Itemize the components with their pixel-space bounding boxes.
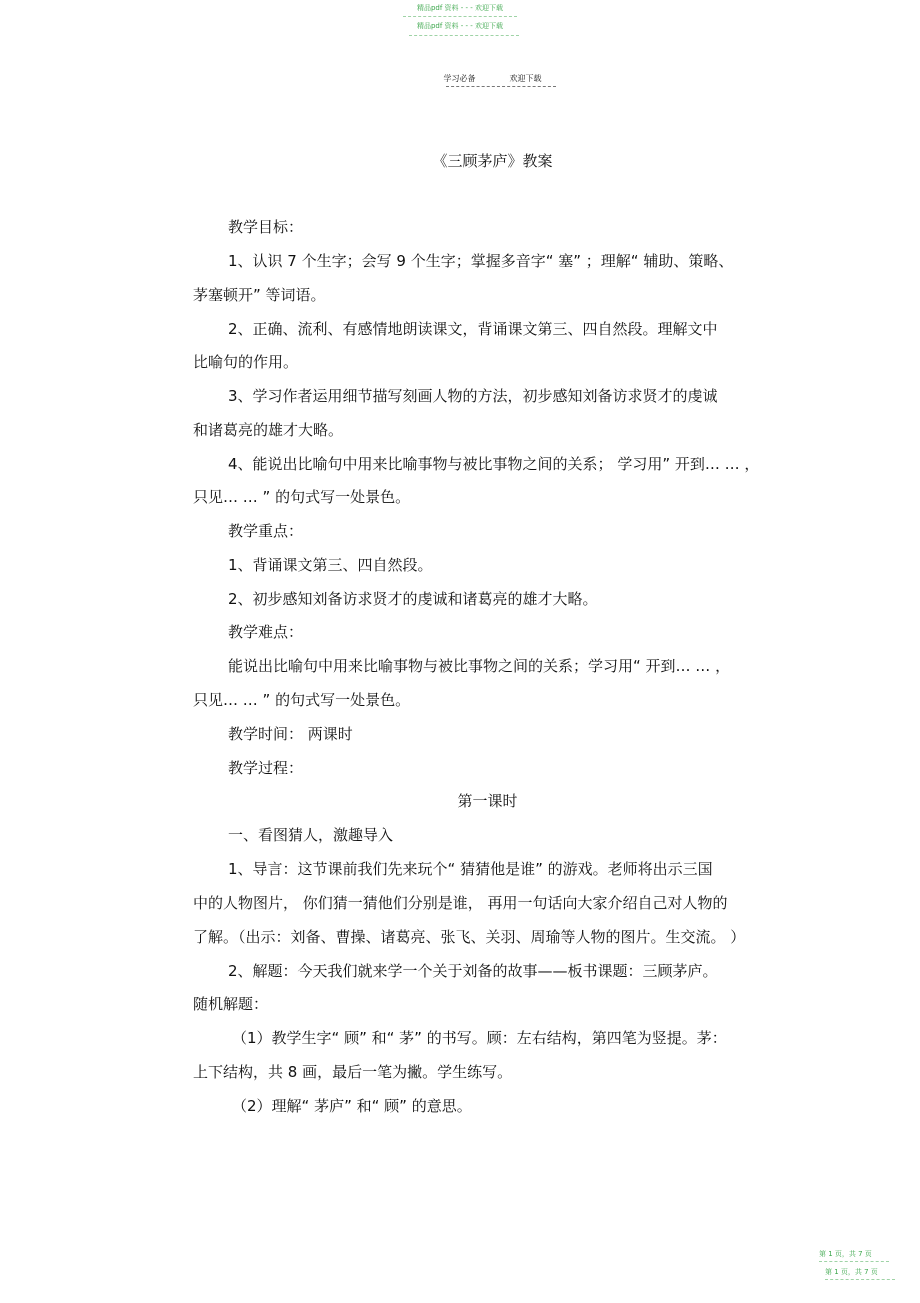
text-line: 只见… … ” 的句式写一处景色。 [193,691,411,709]
text-line: 只见… … ” 的句式写一处景色。 [193,488,411,506]
text-line: 和诸葛亮的雄才大略。 [193,421,344,439]
section-heading-time: 教学时间： 两课时 [228,725,353,743]
page-number-1: 第 1 页，共 7 页 [819,1250,872,1258]
section-heading-key-points: 教学重点： [228,522,304,540]
text-line: （2）理解“ 茅庐” 和“ 顾” 的意思。 [232,1097,472,1115]
text-line: 比喻句的作用。 [193,353,299,371]
subsection-heading: 一、看图猜人，激趣导入 [228,826,394,844]
header-divider [446,86,556,87]
text-line: 随机解题： [193,995,269,1013]
page-number-divider-2 [825,1279,895,1280]
page-number-divider-1 [819,1261,889,1262]
header-right-text: 欢迎下载 [509,74,542,83]
page-number-2: 第 1 页，共 7 页 [825,1268,878,1276]
watermark-divider-2 [409,35,519,36]
text-line: 2、正确、流利、有感情地朗读课文，背诵课文第三、四自然段。理解文中 [228,320,718,338]
document-title: 《三顾茅庐》教案 [432,152,553,170]
text-line: 了解。（出示：刘备、曹操、诸葛亮、张飞、关羽、周瑜等人物的图片。生交流。 ） [193,928,746,946]
text-line: （1）教学生字“ 顾” 和“ 茅” 的书写。顾：左右结构，第四笔为竖提。茅： [232,1029,727,1047]
text-line: 茅塞顿开” 等词语。 [193,286,326,304]
watermark-line-1: 精品pdf 资料 - - - 欢迎下载 [416,4,504,12]
section-heading-objectives: 教学目标： [228,218,304,236]
watermark-line-2: 精品pdf 资料 - - - 欢迎下载 [416,22,504,30]
text-line: 1、导言：这节课前我们先来玩个“ 猜猜他是谁” 的游戏。老师将出示三国 [228,860,713,878]
text-line: 1、认识 7 个生字；会写 9 个生字；掌握多音字“ 塞” ；理解“ 辅助、策略、 [228,252,734,270]
text-line: 中的人物图片， 你们猜一猜他们分别是谁， 再用一句话向大家介绍自己对人物的 [193,894,728,912]
header-left-text: 学习必备 [443,74,476,83]
text-line: 2、解题：今天我们就来学一个关于刘备的故事——板书课题：三顾茅庐。 [228,962,718,980]
section-heading-process: 教学过程： [228,759,304,777]
page-header [0,73,920,84]
text-line: 3、学习作者运用细节描写刻画人物的方法，初步感知刘备访求贤才的虔诚 [228,387,718,405]
text-line: 2、初步感知刘备访求贤才的虔诚和诸葛亮的雄才大略。 [228,590,598,608]
text-line: 能说出比喻句中用来比喻事物与被比事物之间的关系；学习用“ 开到… … ， [228,657,731,675]
text-line: 上下结构，共 8 画，最后一笔为撇。学生练写。 [193,1063,513,1081]
text-line: 1、背诵课文第三、四自然段。 [228,556,433,574]
watermark-divider-1 [403,16,517,17]
section-heading-difficulties: 教学难点： [228,623,304,641]
text-line: 4、能说出比喻句中用来比喻事物与被比事物之间的关系； 学习用” 开到… … ， [228,455,760,473]
lesson-heading: 第一课时 [457,792,518,810]
